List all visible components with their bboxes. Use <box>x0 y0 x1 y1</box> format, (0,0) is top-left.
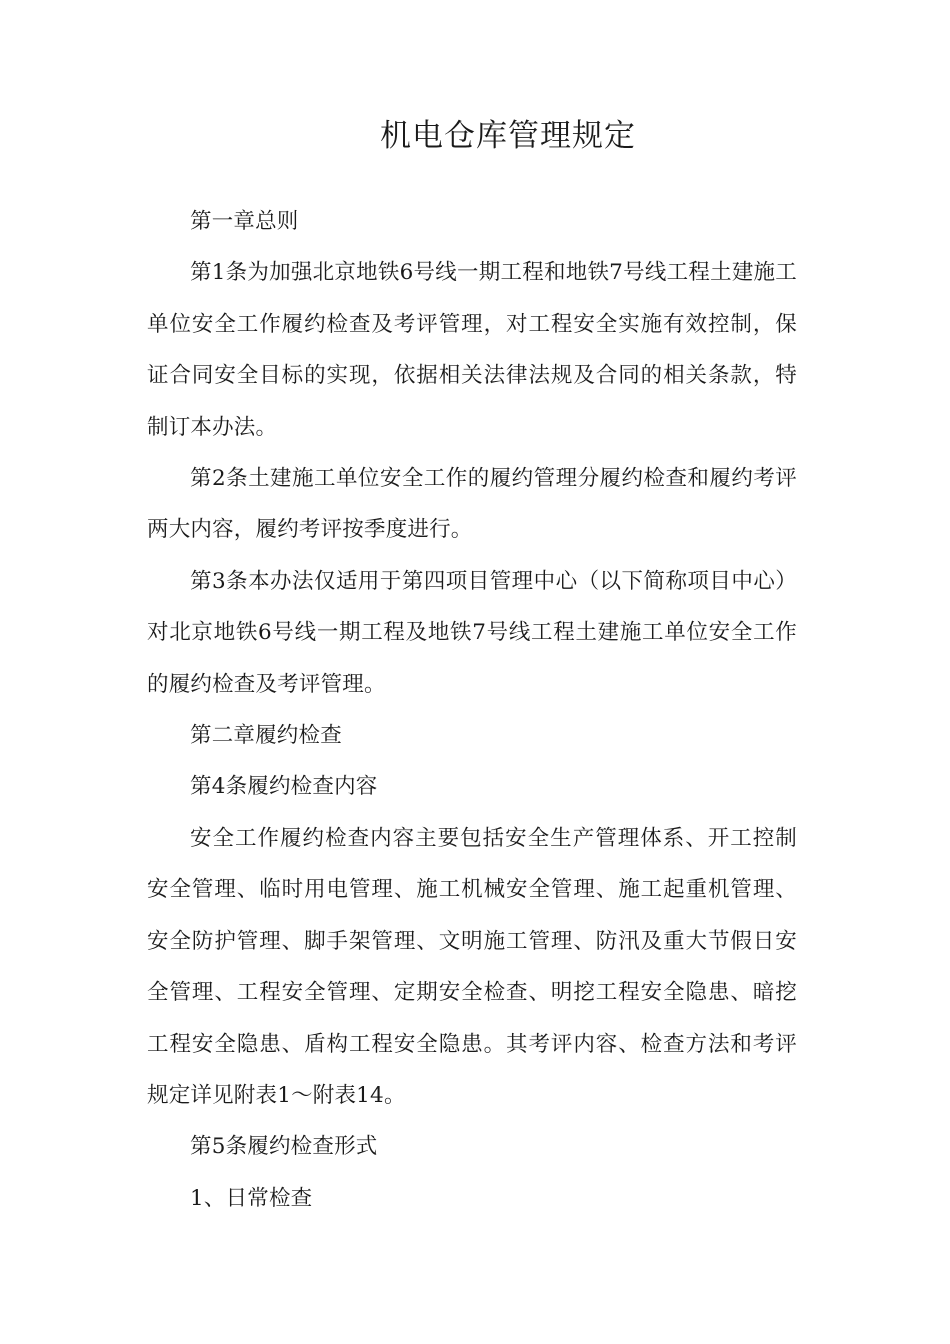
document-body <box>147 196 797 1224</box>
article-3: 第3条本办法仅适用于第四项目管理中心（以下简称项目中心）对北京地铁6号线一期工程及地铁7号线工程土建施工单位安全工作的履约检查及考评管理。 <box>147 568 797 697</box>
article-4-content: 安全工作履约检查内容主要包括安全生产管理体系、开工控制安全管理、临时用电管理、施工机械安全管理、施工起重机管理、安全防护管理、脚手架管理、文明施工管理、防汛及重大节假日安全管理、工程安全管理、定期安全检查、明挖工程安全隐患、暗挖工程安全隐患、盾构工程安全隐患。其考评内容、检查方法和考评规定详见附表1～附表14。 <box>147 825 797 1108</box>
article-2: 第2条土建施工单位安全工作的履约管理分履约检查和履约考评两大内容，履约考评按季度进行。 <box>147 466 797 543</box>
article-1: 第1条为加强北京地铁6号线一期工程和地铁7号线工程土建施工单位安全工作履约检查及考评管理，对工程安全实施有效控制，保证合同安全目标的实现，依据相关法律法规及合同的相关条款，特制订本办法。 <box>147 260 797 440</box>
list-item-daily-inspection: 1、日常检查 <box>190 1185 313 1211</box>
chapter-heading-2: 第二章履约检查 <box>190 723 342 749</box>
document-title: 机电仓库管理规定 <box>380 118 636 154</box>
article-5-heading: 第5条履约检查形式 <box>190 1134 378 1160</box>
article-4-heading: 第4条履约检查内容 <box>190 774 378 800</box>
chapter-heading-1: 第一章总则 <box>190 209 299 234</box>
